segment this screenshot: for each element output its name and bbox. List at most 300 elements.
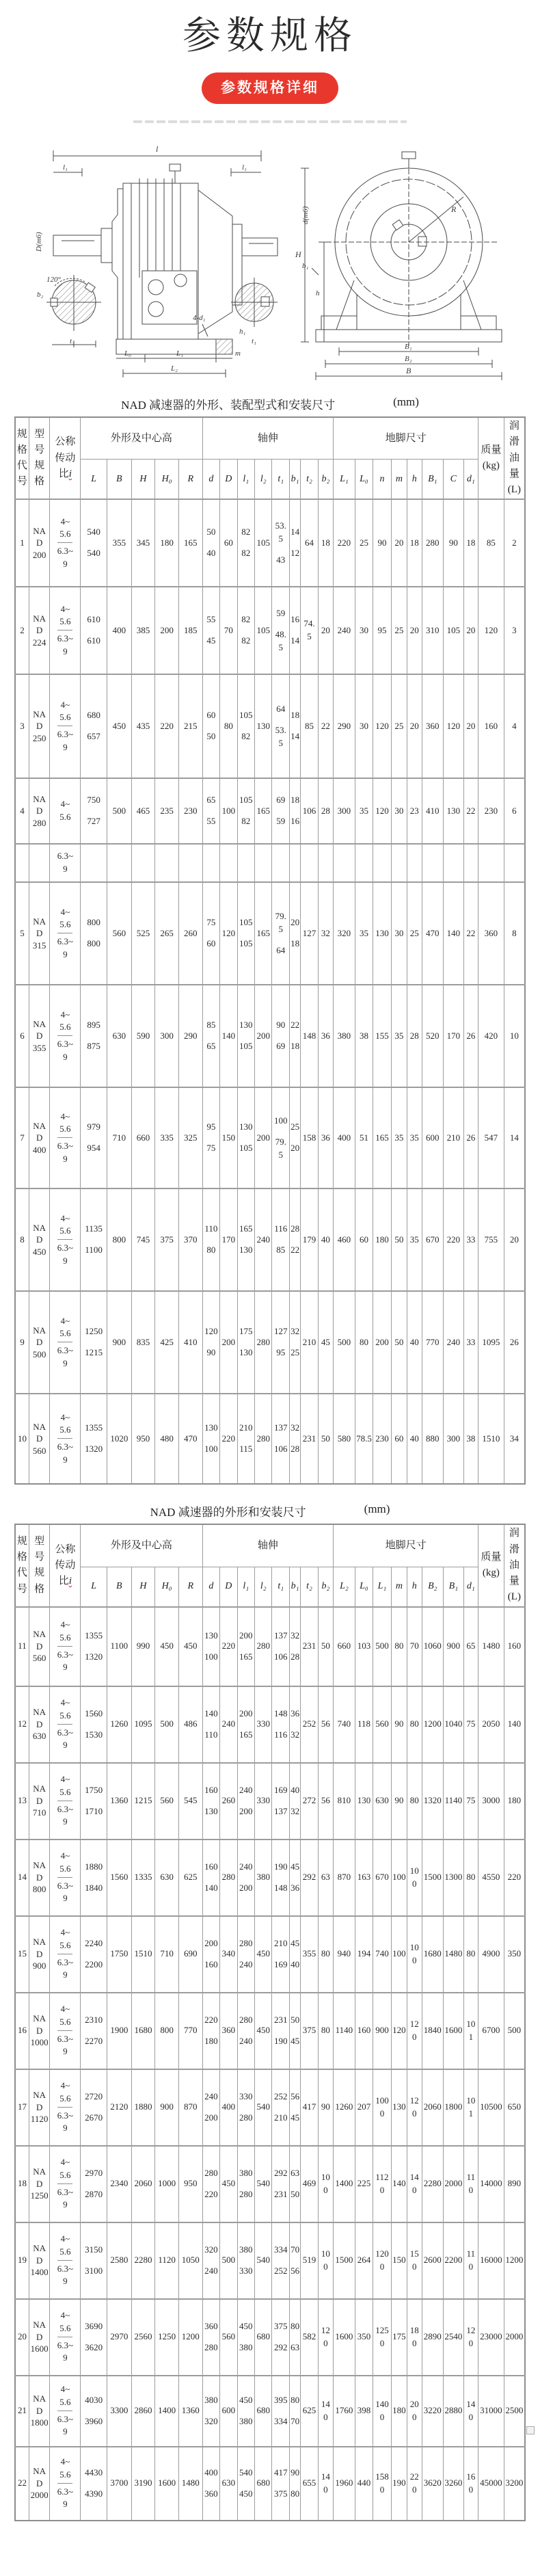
cell: 3 [504,587,525,674]
cell: 3000 [478,1763,504,1840]
dim-t2: t₂ [70,337,75,345]
cell: 23000 [478,2299,504,2376]
cell: 755 [478,1189,504,1291]
col-ratio: 公称传动比i [50,417,81,499]
table1-caption [0,395,540,412]
cell: 2200 [444,2222,464,2299]
cell: 2500 [504,2376,525,2447]
cell: 545 [178,1763,202,1840]
cell: 6700 [478,1993,504,2069]
cell: 2050 [478,1686,504,1763]
cell: 56 45 [289,2069,300,2146]
cell: 1560 1530 [81,1686,107,1763]
dim-d: d(m6) [301,206,310,224]
cell: 900 [444,1607,464,1686]
cell: 30 [391,778,407,844]
cell-ratio: 4~ 5.6 6.3~ 9 [50,1087,81,1189]
cell: 450 380 [237,2299,254,2376]
cell: 8 [504,882,525,985]
cell: 385 [131,587,155,674]
cell: 100 79.5 [272,1087,289,1189]
cell-model: NAD 900 [29,1916,50,1993]
cell: 207 [355,2069,373,2146]
cell-ratio: 4~ 5.6 6.3~ 9 [50,2299,81,2376]
cell: 500 [155,1686,179,1763]
cell-code [15,844,29,882]
cell: 20 18 [289,882,300,985]
fineprint-placeholder [133,120,407,123]
table-row [15,2069,525,2146]
cell: 1320 [422,1763,444,1840]
col-letter: b₂ [318,1567,333,1606]
cell: 90 [373,499,391,587]
cell: 120 [478,587,504,674]
col-ratio: 公称传动比i [50,1524,81,1606]
cell: 540 450 [237,2447,254,2521]
cell: 979 954 [81,1087,107,1189]
cell: 2310 2270 [81,1993,107,2069]
cell: 350 [504,1916,525,1993]
cell: 45 36 [289,1840,300,1916]
cell: 25 20 [289,1087,300,1189]
table-row [15,2376,525,2447]
cell: 16 14 [289,587,300,674]
cell: 240 200 [202,2069,219,2146]
col-letter: H [131,460,155,499]
cell: 1140 [444,1763,464,1840]
cell: 280 [255,1607,272,1686]
cell: 20 [407,674,422,778]
cell: 395 334 [272,2376,289,2447]
col-letter: d [202,1567,219,1606]
cell: 375 292 [272,2299,289,2376]
cell: 180 [391,2376,407,2447]
cell: 130 [255,674,272,778]
cell [155,844,179,882]
cell-ratio: 4~ 5.6 6.3~ 9 [50,1607,81,1686]
cell: 23 [407,778,422,844]
cell: 85 65 [202,985,219,1087]
cell: 360 [478,882,504,985]
cell: 140 [318,2447,333,2521]
cell: 3150 3100 [81,2222,107,2299]
cell: 486 [178,1686,202,1763]
group-dims: 外形及中心高 [81,417,202,460]
cell: 80 70 [289,2376,300,2447]
cell-ratio: 4~ 5.6 6.3~ 9 [50,1189,81,1291]
cell: 280 220 [202,2146,219,2222]
cell [289,844,300,882]
cell-code: 12 [15,1686,29,1763]
col-letter: H₀ [155,460,179,499]
cell [81,844,107,882]
cell: 127 [301,882,318,985]
cell: 1900 [107,1993,131,2069]
cell [107,844,131,882]
cell: 670 [373,1840,391,1916]
table-row [15,1916,525,1993]
cell: 50 [391,1189,407,1291]
cell: 20 [407,587,422,674]
cell: 200 [407,2376,422,2447]
cell: 1480 [444,1916,464,1993]
cell: 600 [422,1087,444,1189]
cell: 1120 [373,2146,391,2222]
cell: 45000 [478,2447,504,2521]
group-dims: 外形及中心高 [81,1524,202,1567]
cell: 240 [444,1291,464,1394]
spec-table [14,416,526,1485]
cell: 30 [355,674,373,778]
cell: 34 [504,1394,525,1484]
cell: 130 [391,2069,407,2146]
cell: 79.5 64 [272,882,289,985]
cell: 330 [255,1686,272,1763]
cell: 400 [107,587,131,674]
table-row [15,1993,525,2069]
cell: 1100 [107,1607,131,1686]
cell: 170 [444,985,464,1087]
cell: 710 [155,1916,179,1993]
cell: 100 [407,1916,422,1993]
cell: 3690 3620 [81,2299,107,2376]
cell: 400 [334,1087,355,1189]
cell: 130 100 [202,1607,219,1686]
cell: 60 [391,1394,407,1484]
spec-table [14,1524,526,2521]
cell: 137 106 [272,1607,289,1686]
table-row [15,844,525,882]
dim-t1: t₁ [252,337,256,345]
cell: 200 [255,985,272,1087]
cell: 95 [373,587,391,674]
cell: 2600 [422,2222,444,2299]
cell: 35 [355,882,373,985]
cell: 470 [178,1394,202,1484]
cell: 25 [391,674,407,778]
col-letter: D [220,1567,237,1606]
cell: 120 [391,1993,407,2069]
col-code: 规 格 代 号 [15,417,29,499]
cell: 3620 [422,2447,444,2521]
cell-code: 10 [15,1394,29,1484]
cell: 60 [220,499,237,587]
cell: 38 [463,1394,478,1484]
cell: 560 [107,882,131,985]
cell: 100 [318,2222,333,2299]
cell: 380 320 [202,2376,219,2447]
cell: 1250 1215 [81,1291,107,1394]
cell: 990 [131,1607,155,1686]
cell: 80 [407,1763,422,1840]
col-code: 规 格 代 号 [15,1524,29,1606]
cell: 335 [155,1087,179,1189]
cell: 14000 [478,2146,504,2222]
cell: 74.5 [301,587,318,674]
cell: 1200 [178,2299,202,2376]
cell: 1355 1320 [81,1394,107,1484]
cell: 370 [178,1189,202,1291]
cell: 18 [407,499,422,587]
cell: 525 [131,882,155,985]
cell: 1200 [373,2222,391,2299]
cell: 80 [463,1916,478,1993]
cell: 26 [504,1291,525,1394]
cell-code: 19 [15,2222,29,2299]
cell: 870 [334,1840,355,1916]
cell: 120 [463,2299,478,2376]
cell: 30 [391,882,407,985]
cell [272,844,289,882]
cell: 630 [220,2447,237,2521]
cell: 240 [255,1189,272,1291]
cell: 1680 [422,1916,444,1993]
cell: 10500 [478,2069,504,2146]
col-letter: h [407,1567,422,1606]
cell: 118 [355,1686,373,1763]
table-row [15,1394,525,1484]
cell: 165 [178,499,202,587]
col-letter: B₁ [444,1567,464,1606]
detail-badge: 参数规格详细 [202,72,338,104]
cell: 590 [131,985,155,1087]
table-row [15,2222,525,2299]
cell-code: 18 [15,2146,29,2222]
cell: 1250 [155,2299,179,2376]
cell: 101 [463,2069,478,2146]
cell: 3200 [504,2447,525,2521]
cell: 540 540 [81,499,107,587]
cell: 2000 [504,2299,525,2376]
cell: 3260 [444,2447,464,2521]
side-view-drawing [14,141,282,387]
cell: 220 180 [202,1993,219,2069]
cell: 140 [463,2376,478,2447]
cell: 260 [178,882,202,985]
cell: 105 82 [237,674,254,778]
cell: 355 [301,1916,318,1993]
cell: 90 80 [289,2447,300,2521]
technical-drawings [0,141,540,387]
cell: 120 [444,674,464,778]
cell: 870 [178,2069,202,2146]
cell: 158 [301,1087,318,1189]
cell: 18 16 [289,778,300,844]
cell: 130 [444,778,464,844]
cell: 45 40 [289,1916,300,1993]
cell: 1360 [178,2376,202,2447]
cell: 630 [155,1840,179,1916]
cell: 1960 [334,2447,355,2521]
col-letter: H [131,1567,155,1606]
cell-model: NAD 1250 [29,2146,50,2222]
cell: 1260 [107,1686,131,1763]
cell-code: 7 [15,1087,29,1189]
cell: 82 82 [237,587,254,674]
cell: 51 [355,1087,373,1189]
cell: 36 32 [289,1686,300,1763]
cell: 194 [355,1916,373,1993]
cell: 1600 [444,1993,464,2069]
cell: 70 56 [289,2222,300,2299]
cell: 2970 [107,2299,131,2376]
cell-ratio: 4~ 5.6 6.3~ 9 [50,1993,81,2069]
cell: 130 105 [237,985,254,1087]
cell [463,844,478,882]
cell: 680 [255,2447,272,2521]
cell: 95 75 [202,1087,219,1189]
cell: 80 [463,1840,478,1916]
cell: 300 [444,1394,464,1484]
cell: 35 [407,1189,422,1291]
cell: 440 [355,2447,373,2521]
cell: 78.5 [355,1394,373,1484]
cell: 1840 [422,1993,444,2069]
cell: 110 [463,2146,478,2222]
cell: 280 [220,1840,237,1916]
col-letter: m [391,460,407,499]
table1-container [0,416,540,1485]
col-letter: L₂ [334,1567,355,1606]
cell: 210 [301,1291,318,1394]
cell: 55 45 [202,587,219,674]
cell: 140 [504,1686,525,1763]
dim-b2: b₂ [37,291,44,299]
cell: 469 [301,2146,318,2222]
cell: 220 [155,674,179,778]
cell: 105 [444,587,464,674]
cell: 105 82 [237,778,254,844]
cell-code: 20 [15,2299,29,2376]
cell: 2060 [131,2146,155,2222]
col-letter: t₁ [272,460,289,499]
cell: 50 [391,1291,407,1394]
cell-model: NAD 1800 [29,2376,50,2447]
cell: 31000 [478,2376,504,2447]
cell: 560 [220,2299,237,2376]
cell: 660 [131,1087,155,1189]
cell: 130 100 [202,1394,219,1484]
cell: 580 [334,1394,355,1484]
dim-h1: h₁ [239,328,246,336]
cell: 417 375 [272,2447,289,2521]
cell: 20 [391,499,407,587]
cell: 2580 [107,2222,131,2299]
cell: 22 [463,778,478,844]
cell: 130 105 [237,1087,254,1189]
cell-ratio: 4~ 5.6 6.3~ 9 [50,2447,81,2521]
cell: 59 48.5 [272,587,289,674]
cell: 334 252 [272,2222,289,2299]
cell: 1000 [373,2069,391,2146]
cell: 140 [391,2146,407,2222]
cell: 36 [318,985,333,1087]
col-letter: L₀ [355,460,373,499]
cell: 60 [355,1189,373,1291]
cell: 1400 [155,2376,179,2447]
cell: 1060 [422,1607,444,1686]
cell: 56 [318,1763,333,1840]
cell: 18 [318,499,333,587]
cell-code: 17 [15,2069,29,2146]
cell: 220 [334,499,355,587]
cell: 280 [255,1291,272,1394]
cell: 1480 [478,1607,504,1686]
cell: 106 [301,778,318,844]
cell: 1750 [107,1916,131,1993]
cell: 25 [407,882,422,985]
dim-H: H [295,250,301,259]
cell: 320 [334,882,355,985]
cell: 450 [155,1607,179,1686]
cell: 26 [463,985,478,1087]
cell: 40 [407,1291,422,1394]
col-letter: C [444,460,464,499]
cell: 2860 [131,2376,155,2447]
cell-code: 15 [15,1916,29,1993]
cell: 465 [131,778,155,844]
cell: 2060 [422,2069,444,2146]
cell: 895 875 [81,985,107,1087]
cell: 300 [334,778,355,844]
cell: 650 [504,2069,525,2146]
cell: 450 [178,1607,202,1686]
cell: 220 [444,1189,464,1291]
cell: 1050 [178,2222,202,2299]
cell: 3700 [107,2447,131,2521]
col-letter: B [107,1567,131,1606]
table-row [15,2146,525,2222]
cell: 230 [373,1394,391,1484]
col-mass: 质量(kg) [478,1524,504,1606]
cell: 120 [407,1993,422,2069]
cell: 32 [318,882,333,985]
cell [255,844,272,882]
cell-model [29,844,50,882]
cell: 1260 [334,2069,355,2146]
table-row [15,1686,525,1763]
cell-ratio: 4~ 5.6 [50,778,81,844]
cell: 140 [407,2146,422,2222]
cell: 480 [155,1394,179,1484]
cell: 75 [463,1763,478,1840]
cell-ratio: 6.3~ 9 [50,844,81,882]
cell: 240 [220,1686,237,1763]
cell: 25 [355,499,373,587]
cell: 50 [318,1607,333,1686]
cell-ratio: 4~ 5.6 6.3~ 9 [50,2146,81,2222]
table2-caption [0,1502,540,1519]
cell: 1680 [131,1993,155,2069]
cell: 3190 [131,2447,155,2521]
cell: 65 55 [202,778,219,844]
cell: 165 [255,882,272,985]
cell: 230 [178,778,202,844]
cell: 80 63 [289,2299,300,2376]
cell: 220 [220,1394,237,1484]
cell: 1480 [178,2447,202,2521]
cell: 28 22 [289,1189,300,1291]
col-letter: L [81,460,107,499]
col-letter: b₁ [289,1567,300,1606]
table-row [15,1291,525,1394]
cell: 180 [504,1763,525,1840]
cell-model: NAD 224 [29,587,50,674]
cell: 670 [422,1189,444,1291]
table-row [15,778,525,844]
cell: 1200 [422,1686,444,1763]
cell-model: NAD 200 [29,499,50,587]
